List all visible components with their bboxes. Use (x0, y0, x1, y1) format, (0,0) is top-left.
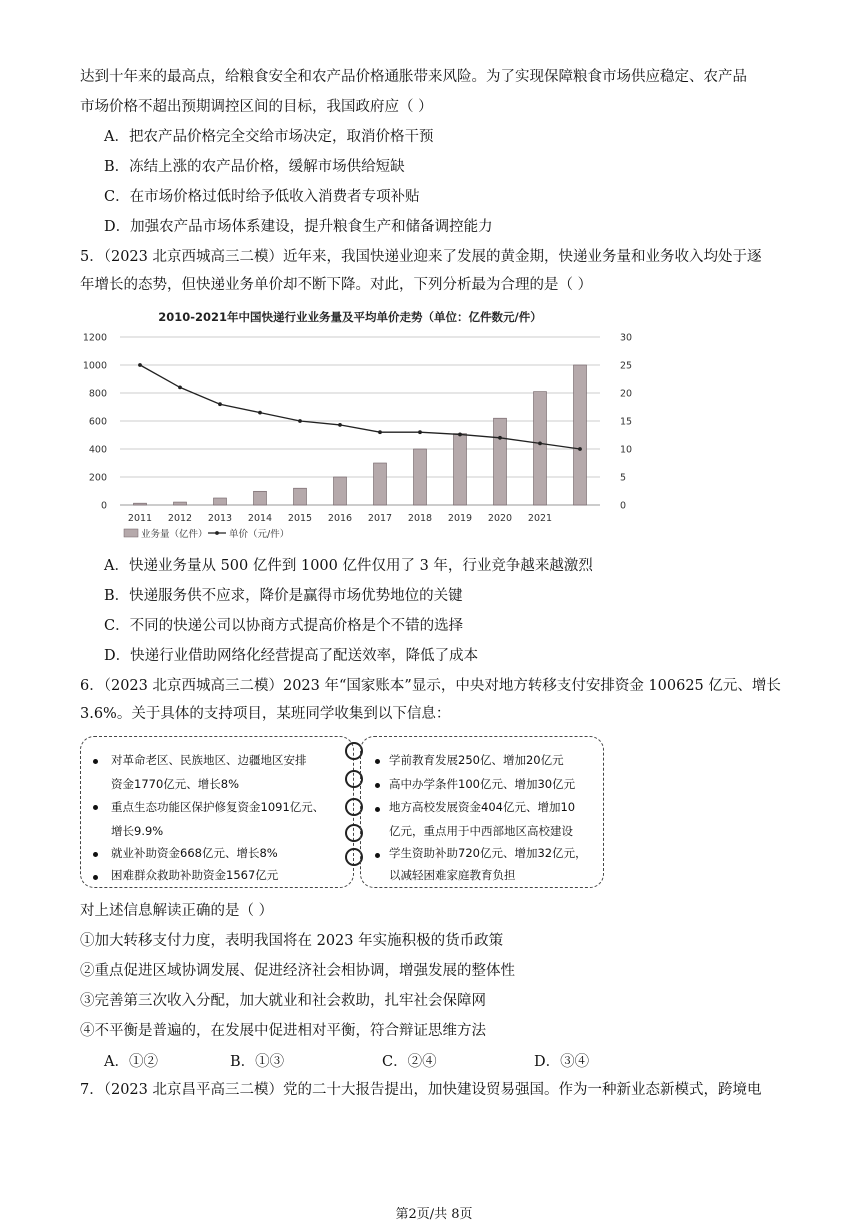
q6-statement-4: ④不平衡是普遍的，在发展中促进相对平衡，符合辩证思维方法 (80, 1023, 486, 1039)
legend-line-point (215, 531, 219, 535)
line-point (138, 363, 142, 367)
bullet (93, 875, 98, 880)
y-right-tick-label: 15 (620, 416, 633, 428)
x-tick-label: 2019 (447, 513, 473, 524)
chart-title: 2010-2021年中国快递行业业务量及平均单价走势（单位：亿件数元/件） (158, 310, 542, 324)
x-tick-label: 2012 (167, 513, 193, 524)
q5-text-line: 5．（2023 北京西城高三二模）近年来，我国快递业迎来了发展的黄金期，快递业务量和业务收入均处于逐 (80, 249, 762, 265)
q5-option-b: B．快递服务供不应求，降价是赢得市场优势地位的关键 (104, 588, 463, 604)
y-left-tick-label: 400 (88, 444, 107, 456)
info-left-item: 就业补助资金668亿元、增长8% (111, 846, 278, 860)
bar (374, 463, 387, 505)
q6-text-line: 3.6%。关于具体的支持项目，某班同学收集到以下信息： (80, 706, 451, 722)
bar (294, 488, 307, 505)
x-tick-label: 2016 (327, 513, 353, 524)
x-tick-label: 2021 (527, 513, 553, 524)
bar (174, 502, 187, 505)
q5-text-line: 年增长的态势，但快递业务单价却不断下降。对此，下列分析最为合理的是（ ） (80, 277, 593, 293)
info-right-item: 地方高校发展资金404亿元、增加10 (389, 800, 576, 814)
q6-choice-c: C．②④ (382, 1054, 437, 1070)
legend-label: 单价（元/件） (229, 529, 290, 540)
y-right-tick-label: 30 (620, 332, 633, 344)
line-point (578, 447, 582, 451)
info-right-item: 高中办学条件100亿元、增加30亿元 (389, 777, 576, 791)
bullet (93, 805, 98, 810)
q6-statement-1: ①加大转移支付力度，表明我国将在 2023 年实施积极的货币政策 (80, 933, 504, 949)
info-left-item: 重点生态功能区保护修复资金1091亿元、 (111, 800, 325, 814)
x-tick-label: 2017 (367, 513, 393, 524)
y-left-tick-label: 800 (88, 388, 107, 400)
x-tick-label: 2011 (127, 513, 153, 524)
q4-option-c: C．在市场价格过低时给予低收入消费者专项补贴 (104, 189, 420, 205)
info-card-left (80, 736, 354, 888)
bullet (375, 783, 380, 788)
line-point (298, 419, 302, 423)
bar (414, 449, 427, 505)
q6-choice-a: A．①② (104, 1054, 158, 1070)
line-point (338, 423, 342, 427)
y-right-tick-label: 20 (620, 388, 633, 400)
line-point (538, 442, 542, 446)
line-point (218, 402, 222, 406)
x-tick-label: 2014 (247, 513, 273, 524)
info-right-item: 亿元，重点用于中西部地区高校建设 (389, 824, 573, 838)
page-footer: 第2页/共 8页 (395, 1207, 473, 1222)
info-card-right (360, 736, 604, 888)
y-left-tick-label: 600 (88, 416, 107, 428)
info-left-item: 资金1770亿元、增长8% (111, 777, 240, 791)
y-left-tick-label: 1000 (82, 360, 107, 372)
y-right-tick-label: 0 (620, 500, 627, 512)
x-tick-label: 2020 (487, 513, 513, 524)
q5-option-a: A．快递业务量从 500 亿件到 1000 亿件仅用了 3 年，行业竞争越来越激烈 (104, 558, 593, 574)
q4-text-line: 达到十年来的最高点，给粮食安全和农产品价格通胀带来风险。为了实现保障粮食市场供应稳定、农产品 (80, 69, 747, 85)
q4-option-b: B．冻结上涨的农产品价格，缓解市场供给短缺 (104, 159, 405, 175)
info-left-item: 增长9.9% (111, 824, 164, 838)
q5-option-d: D．快递行业借助网络化经营提高了配送效率，降低了成本 (104, 648, 479, 664)
q7-text-line: 7．（2023 北京昌平高三二模）党的二十大报告提出，加快建设贸易强国。作为一种新业态新模式，跨境电 (80, 1082, 762, 1098)
y-right-tick-label: 25 (620, 360, 633, 372)
q6-choice-b: B．①③ (230, 1054, 285, 1070)
bar (254, 491, 267, 505)
line-point (458, 433, 462, 437)
q5-option-c: C．不同的快递公司以协商方式提高价格是个不错的选择 (104, 618, 464, 634)
bullet (93, 759, 98, 764)
bar (134, 503, 147, 505)
line-point (498, 436, 502, 440)
bullet (375, 853, 380, 858)
bullet (375, 807, 380, 812)
bullet (375, 759, 380, 764)
q6-statement-3: ③完善第三次收入分配，加大就业和社会救助，扎牢社会保障网 (80, 993, 486, 1009)
bar (334, 477, 347, 505)
y-right-tick-label: 5 (620, 472, 627, 484)
series-line (140, 365, 580, 449)
info-left-item: 困难群众救助补助资金1567亿元 (111, 868, 279, 882)
line-point (258, 411, 262, 415)
q6-choice-d: D．③④ (534, 1054, 590, 1070)
legend-label: 业务量（亿件） (141, 529, 208, 540)
info-right-item: 以减轻困难家庭教育负担 (389, 868, 516, 882)
q6-text-line: 6．（2023 北京西城高三二模）2023 年“国家账本”显示，中央对地方转移支付安排资金 100625 亿元、增长 (80, 678, 781, 694)
line-point (378, 430, 382, 434)
q6-stem: 对上述信息解读正确的是（ ） (80, 903, 274, 919)
y-right-tick-label: 10 (620, 444, 633, 456)
x-tick-label: 2018 (407, 513, 433, 524)
x-tick-label: 2015 (287, 513, 313, 524)
bullet (93, 852, 98, 857)
express-chart (80, 305, 640, 545)
y-left-tick-label: 1200 (82, 332, 107, 344)
y-left-tick-label: 0 (100, 500, 107, 512)
info-right-item: 学前教育发展250亿、增加20亿元 (389, 753, 564, 767)
bar (454, 434, 467, 505)
q6-statement-2: ②重点促进区域协调发展、促进经济社会相协调，增强发展的整体性 (80, 963, 515, 979)
y-left-tick-label: 200 (88, 472, 107, 484)
line-point (178, 386, 182, 390)
q4-text-line: 市场价格不超出预期调控区间的目标，我国政府应（ ） (80, 99, 433, 115)
q4-option-d: D．加强农产品市场体系建设，提升粮食生产和储备调控能力 (104, 219, 493, 235)
x-tick-label: 2013 (207, 513, 233, 524)
bar (534, 392, 547, 505)
info-left-item: 对革命老区、民族地区、边疆地区安排 (111, 753, 307, 767)
bar (214, 498, 227, 505)
q4-option-a: A．把农产品价格完全交给市场决定，取消价格干预 (104, 129, 434, 145)
bar (574, 365, 587, 505)
line-point (418, 430, 422, 434)
legend-bar-swatch (124, 529, 138, 537)
info-right-item: 学生资助补助720亿元、增加32亿元， (389, 846, 587, 860)
bar (494, 418, 507, 505)
